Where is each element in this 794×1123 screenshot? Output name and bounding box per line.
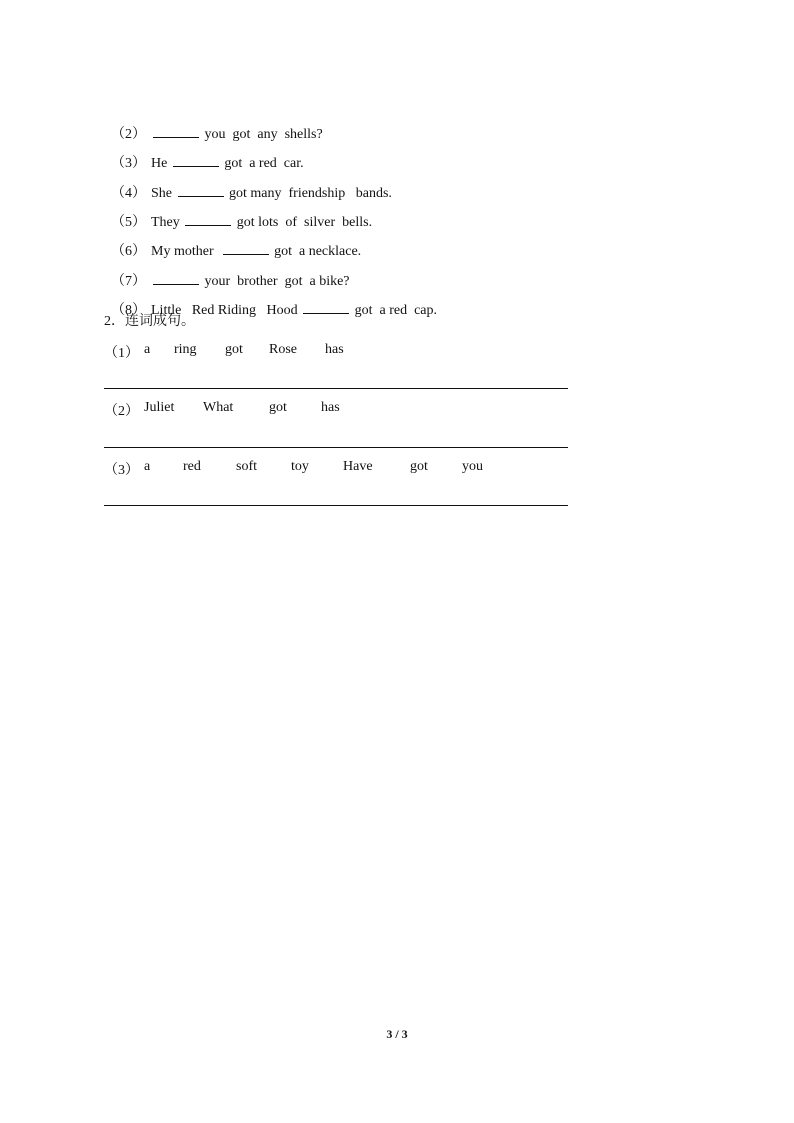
item-number: （2）	[104, 404, 139, 419]
item-text-before: She	[151, 186, 176, 201]
word-token: got	[225, 342, 243, 357]
item-text-before: Little Red Riding Hood	[151, 303, 302, 318]
answer-line[interactable]	[104, 505, 568, 506]
page-number: 3 / 3	[386, 1027, 408, 1041]
section-number: 2．	[104, 314, 125, 329]
answer-line[interactable]	[104, 447, 568, 448]
word-token: you	[462, 459, 483, 474]
item-number: （7）	[111, 274, 146, 289]
section-heading	[104, 312, 195, 331]
word-token: a	[144, 459, 151, 474]
word-token: got	[269, 400, 287, 415]
item-text-after: got lots of silver bells.	[233, 215, 373, 230]
word-token: has	[325, 342, 344, 357]
item-number: （2）	[111, 127, 146, 142]
item-text-before: They	[151, 215, 184, 230]
word-token: Juliet	[144, 400, 175, 415]
item-number: （3）	[104, 463, 139, 478]
section-title: 连词成句。	[125, 313, 195, 329]
item-number: （6）	[111, 244, 146, 259]
word-token: red	[183, 459, 201, 474]
word-token: ring	[174, 342, 197, 357]
word-token: Rose	[269, 342, 297, 357]
item-number: （1）	[104, 346, 139, 361]
item-number: （4）	[111, 186, 146, 201]
word-token: toy	[291, 459, 309, 474]
item-text-before: He	[151, 156, 171, 171]
item-text-after: your brother got a bike?	[201, 274, 350, 289]
answer-line[interactable]	[104, 388, 568, 389]
answer-blank[interactable]	[303, 301, 349, 314]
item-number: （3）	[111, 156, 146, 171]
word-token: got	[410, 459, 428, 474]
word-token: soft	[236, 459, 257, 474]
word-token: has	[321, 400, 340, 415]
item-text-after: got a necklace.	[270, 244, 362, 259]
item-text-after: you got any shells?	[201, 127, 323, 142]
item-text-after: got a red car.	[220, 156, 304, 171]
item-text-after: got a red cap.	[351, 303, 438, 318]
word-token: a	[144, 342, 151, 357]
word-token: What	[203, 400, 234, 415]
item-text-before: My mother	[151, 244, 221, 259]
word-token: Have	[343, 459, 373, 474]
item-text-after: got many friendship bands.	[225, 186, 392, 201]
item-number: （5）	[111, 215, 146, 230]
item-number: （8）	[111, 303, 146, 318]
